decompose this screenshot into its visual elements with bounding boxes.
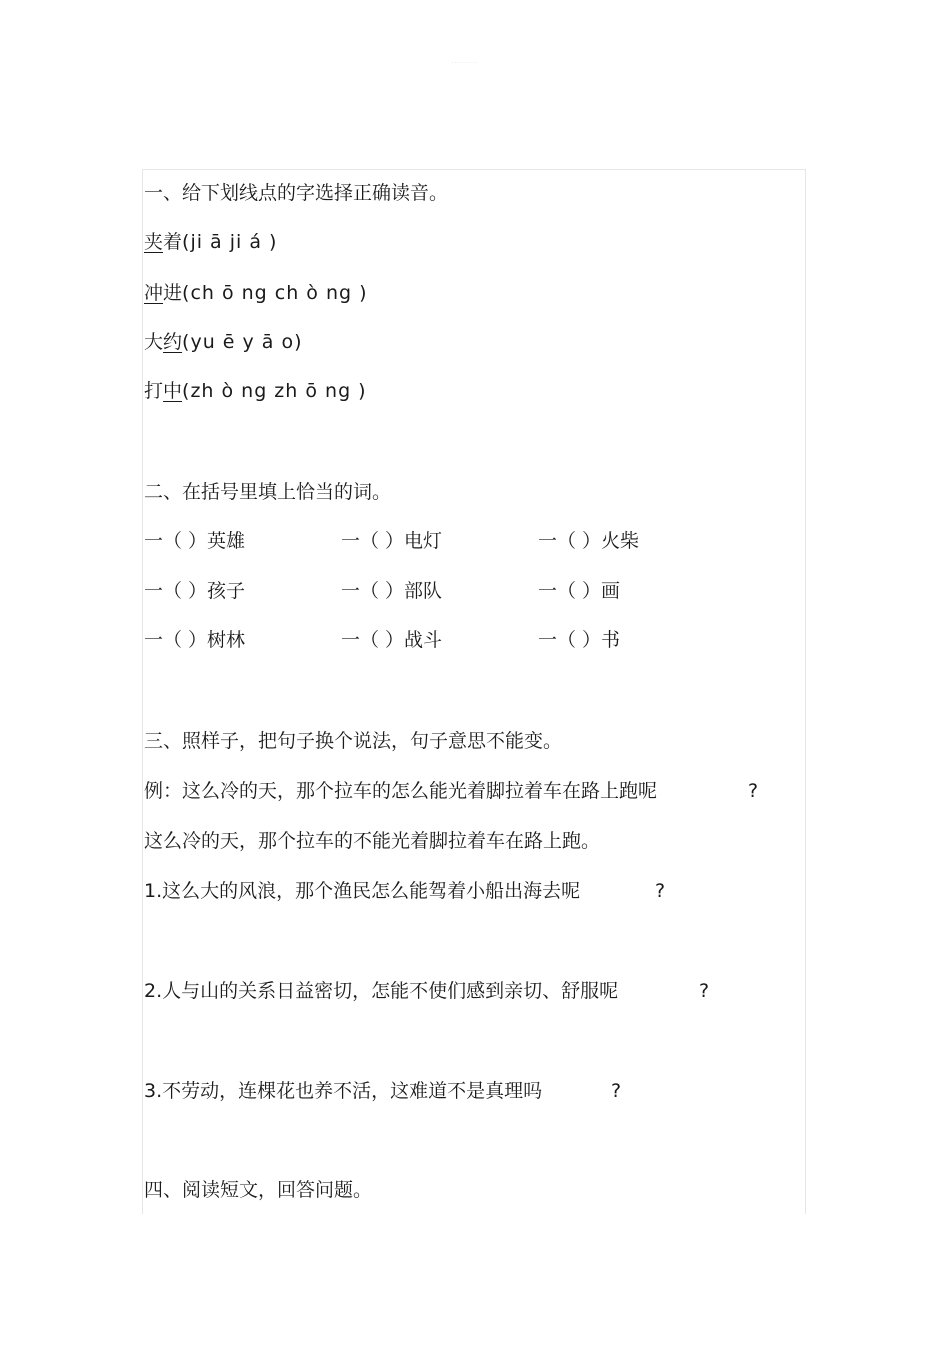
underlined-char: 冲 (144, 282, 164, 304)
page-frame (142, 169, 806, 1214)
item-prefix: 打 (144, 380, 164, 402)
question-2-mark: ? (699, 980, 710, 1002)
section3-title: 三、照样子，把句子换个说法，句子意思不能变。 (144, 730, 563, 752)
fill-blank-cell: 一（ ）英雄 (144, 530, 246, 552)
section2-title: 二、在括号里填上恰当的词。 (144, 481, 392, 503)
pinyin-item-3 (144, 329, 303, 355)
underlined-char: 约 (163, 331, 183, 353)
pinyin-choices: (ch ō ng ch ò ng ) (182, 282, 368, 304)
question-1-mark: ? (655, 880, 666, 902)
question-1: 1.这么大的风浪，那个渔民怎么能驾着小船出海去呢 (144, 880, 581, 902)
question-3-mark: ? (611, 1080, 622, 1102)
item-suffix: 进 (163, 282, 183, 304)
item-prefix: 大 (144, 331, 164, 353)
fill-blank-cell: 一（ ）书 (538, 629, 621, 651)
question-3: 3.不劳动，连棵花也养不活，这难道不是真理吗 (144, 1080, 543, 1102)
fill-blank-cell: 一（ ）电灯 (341, 530, 443, 552)
section1-title: 一、给下划线点的字选择正确读音。 (144, 182, 449, 204)
fill-blank-cell: 一（ ）孩子 (144, 580, 246, 602)
example-answer: 这么冷的天，那个拉车的不能光着脚拉着车在路上跑。 (144, 830, 601, 852)
pinyin-item-2 (144, 280, 368, 306)
fill-blank-cell: 一（ ）战斗 (341, 629, 443, 651)
underlined-char: 中 (163, 380, 183, 402)
fill-blank-cell: 一（ ）树林 (144, 629, 246, 651)
section4-title: 四、阅读短文，回答问题。 (144, 1179, 373, 1201)
header-watermark: ·········· (452, 60, 478, 66)
pinyin-item-4 (144, 378, 367, 404)
fill-blank-cell: 一（ ）画 (538, 580, 621, 602)
example-sentence: 例：这么冷的天，那个拉车的怎么能光着脚拉着车在路上跑呢 (144, 780, 658, 802)
pinyin-choices: (ji ā ji á ) (182, 231, 278, 253)
underlined-char: 夹 (144, 231, 164, 253)
question-2: 2.人与山的关系日益密切，怎能不使们感到亲切、舒服呢 (144, 980, 619, 1002)
example-question-mark: ? (748, 780, 759, 802)
item-suffix: 着 (163, 231, 183, 253)
pinyin-choices: (zh ò ng zh ō ng ) (182, 380, 367, 402)
pinyin-choices: (yu ē y ā o) (182, 331, 303, 353)
pinyin-item-1 (144, 229, 277, 255)
fill-blank-cell: 一（ ）火柴 (538, 530, 640, 552)
fill-blank-cell: 一（ ）部队 (341, 580, 443, 602)
